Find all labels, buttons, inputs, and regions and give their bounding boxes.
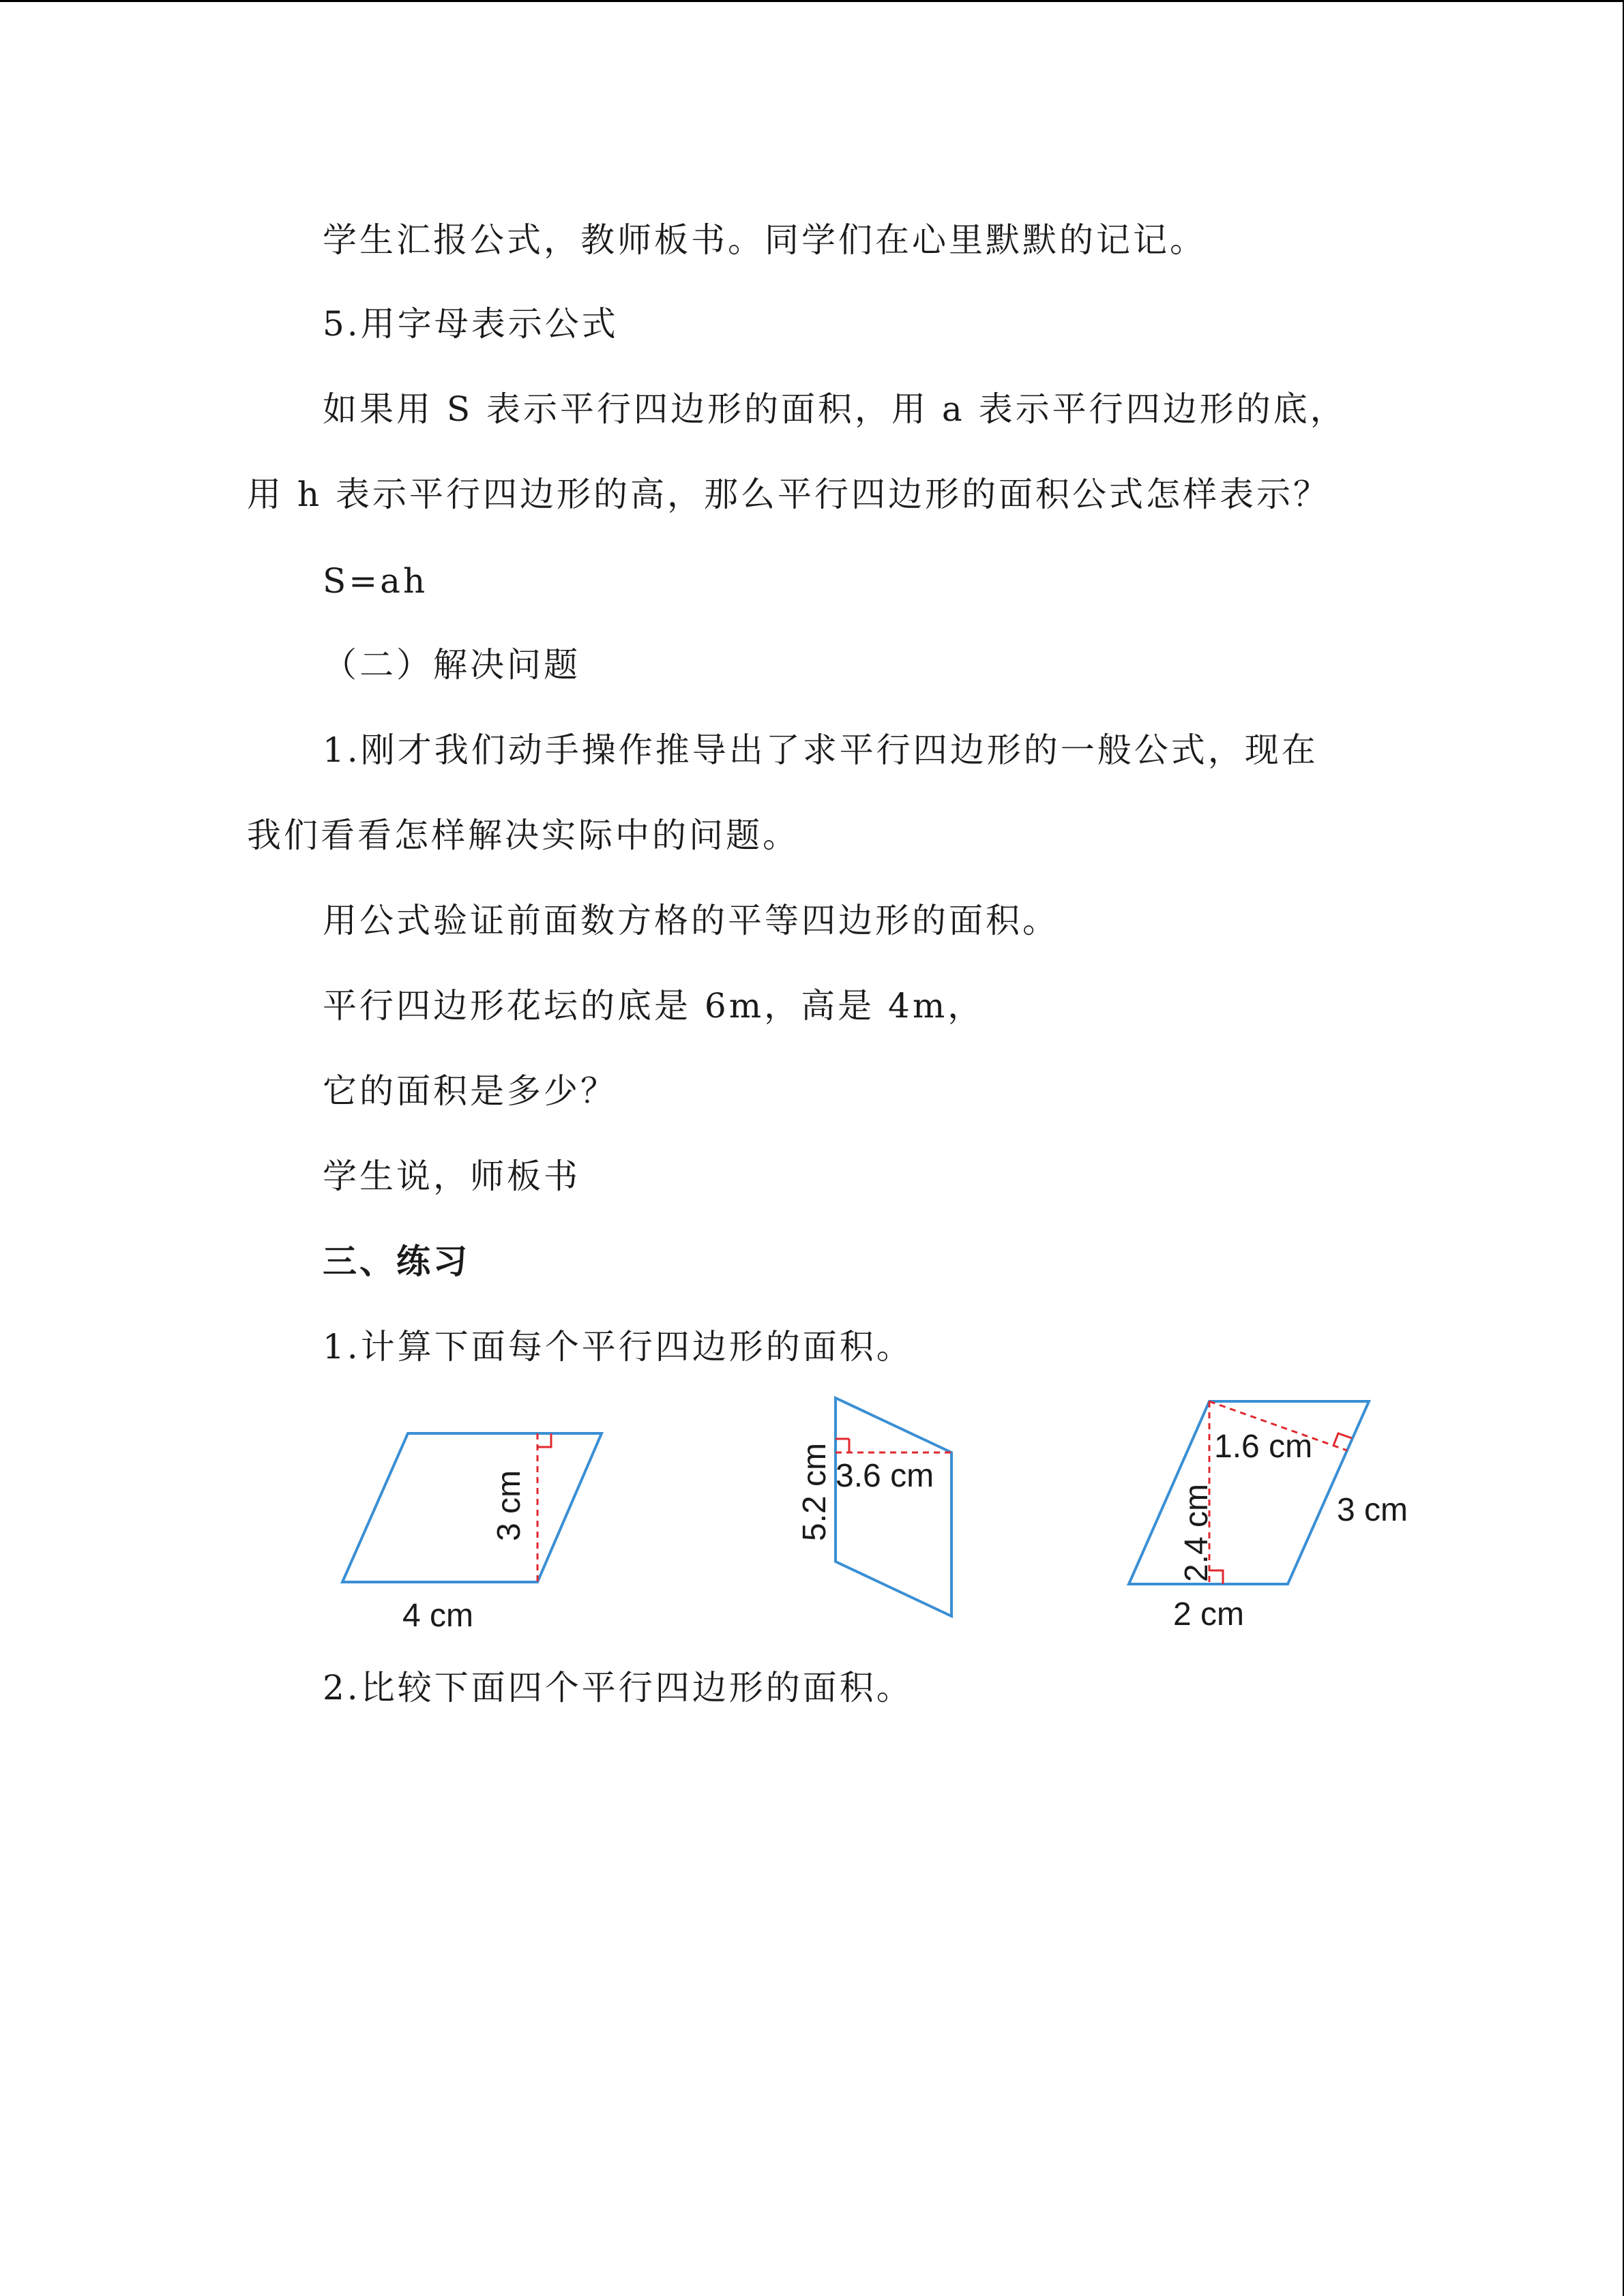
parallelogram-1-base-label: 4 cm	[402, 1598, 474, 1634]
section-heading-formula: 5.用字母表示公式	[323, 304, 619, 344]
parallelogram-2-height-label: 3.6 cm	[836, 1458, 934, 1494]
paragraph-line: 用公式验证前面数方格的平等四边形的面积。	[323, 901, 1059, 940]
parallelogram-3-side-label: 3 cm	[1337, 1492, 1408, 1528]
paragraph-line: 学生说，师板书	[323, 1157, 580, 1196]
parallelogram-3	[1129, 1401, 1408, 1632]
right-angle-mark	[537, 1433, 551, 1447]
parallelogram-3-height2-label: 2.4 cm	[1179, 1483, 1215, 1582]
parallelogram-2	[797, 1398, 951, 1616]
page-top-border	[0, 0, 1624, 2]
parallelogram-3-height-label: 1.6 cm	[1214, 1429, 1313, 1465]
paragraph-line: 用 h 表示平行四边形的高，那么平行四边形的面积公式怎样表示？	[247, 475, 1330, 514]
parallelogram-2-side-label: 5.2 cm	[797, 1442, 833, 1541]
parallelogram-1-height-label: 3 cm	[491, 1470, 527, 1541]
exercise-1-prompt: 1.计算下面每个平行四边形的面积。	[323, 1327, 913, 1367]
parallelogram-3-base-label: 2 cm	[1173, 1596, 1245, 1632]
exercise-2-prompt: 2.比较下面四个平行四边形的面积。	[323, 1668, 913, 1708]
figures-svg	[327, 1384, 1432, 1637]
paragraph-line: 学生汇报公式，教师板书。同学们在心里默默的记记。	[323, 220, 1207, 260]
parallelogram-2-outline	[836, 1398, 951, 1616]
section-heading-practice: 三、练习	[323, 1241, 470, 1281]
paragraph-line: 如果用 S 表示平行四边形的面积，用 a 表示平行四边形的底，	[323, 389, 1347, 429]
parallelogram-1	[342, 1433, 602, 1634]
section-heading-solve: （二）解决问题	[323, 645, 580, 685]
paragraph-line: 它的面积是多少？	[323, 1071, 617, 1111]
paragraph-line: 平行四边形花坛的底是 6m，高是 4m，	[323, 986, 985, 1026]
paragraph-line: 1.刚才我们动手操作推导出了求平行四边形的一般公式，现在	[323, 730, 1318, 770]
parallelogram-1-outline	[342, 1433, 602, 1582]
paragraph-line: 我们看看怎样解决实际中的问题。	[247, 816, 799, 855]
parallelogram-figures	[327, 1384, 1432, 1637]
formula-text: S=ah	[323, 561, 428, 601]
